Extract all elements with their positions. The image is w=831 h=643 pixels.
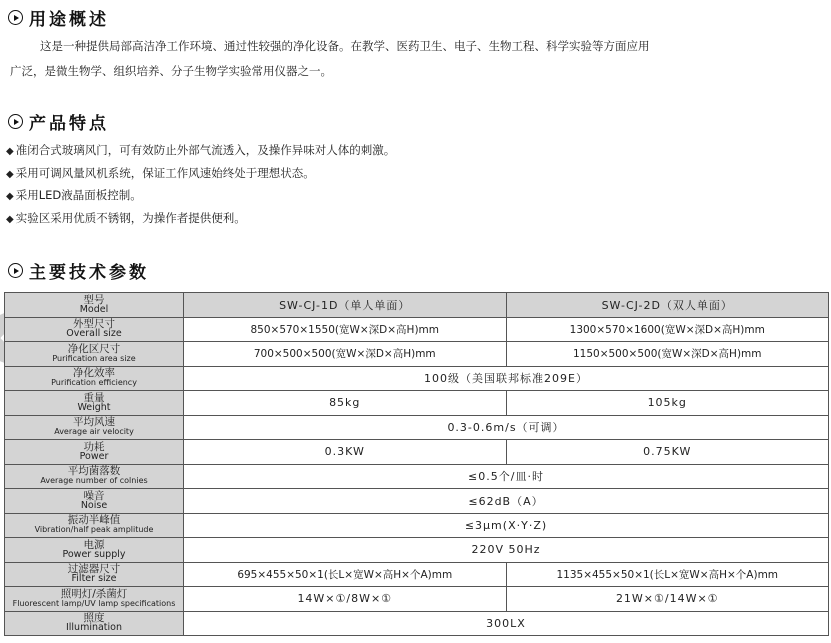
value-cell: ≤3μm(X·Y·Z) [184,513,829,538]
table-row [5,391,829,416]
value-cell: 0.3KW [184,440,507,465]
chevron-circle-icon [8,10,23,25]
table-row [5,317,829,342]
value-cell: 220V 50Hz [184,538,829,563]
usage-section-title [8,5,109,30]
chevron-circle-icon [8,114,23,129]
value-cell: 1135×455×50×1(长L×宽W×高H×个A)mm [506,562,829,587]
row-label: 平均风速 Average air velocity [5,415,184,440]
features-title-text: 产品特点 [29,114,109,134]
row-label: 净化区尺寸 Purification area size [5,342,184,367]
feature-item: ◆ 实验区采用优质不锈钢，为操作者提供便利。 [6,211,246,225]
row-label: 净化效率 Purification efficiency [5,366,184,391]
row-label: 振动半峰值 Vibration/half peak amplitude [5,513,184,538]
row-label: 功耗 Power [5,440,184,465]
value-cell: ≤62dB（A） [184,489,829,514]
value-cell: 1150×500×500(宽W×深D×高H)mm [506,342,829,367]
table-row [5,293,829,318]
diamond-bullet-icon: ◆ [6,169,14,180]
feature-item: ◆ 采用可调风量风机系统，保证工作风速始终处于理想状态。 [6,166,315,180]
table-row [5,611,829,636]
row-label: 平均菌落数 Average number of colnies [5,464,184,489]
table-row [5,538,829,563]
chevron-circle-icon [8,263,23,278]
table-row [5,440,829,465]
value-cell: 14W×①/8W×① [184,587,507,612]
value-cell: 100级（美国联邦标准209E） [184,366,829,391]
specs-title-text: 主要技术参数 [29,263,149,283]
row-label: 照明灯/杀菌灯 Fluorescent lamp/UV lamp specifications [5,587,184,612]
value-cell: 700×500×500(宽W×深D×高H)mm [184,342,507,367]
table-row [5,587,829,612]
value-cell: 105kg [506,391,829,416]
diamond-bullet-icon: ◆ [6,214,14,225]
value-cell: 0.3-0.6m/s（可调） [184,415,829,440]
usage-title-text: 用途概述 [29,10,109,30]
usage-line-2: 广泛，是微生物学、组织培养、分子生物学实验常用仪器之一。 [10,64,332,78]
value-cell: ≤0.5个/皿·时 [184,464,829,489]
feature-item: ◆ 准闭合式玻璃风门，可有效防止外部气流透入，及操作异味对人体的刺激。 [6,143,396,157]
row-label: 外型尺寸 Overall size [5,317,184,342]
specs-section-title [8,258,149,283]
feature-item: ◆ 采用LED液晶面板控制。 [6,188,142,202]
value-cell: 850×570×1550(宽W×深D×高H)mm [184,317,507,342]
model-2d-cell: SW-CJ-2D（双人单面） [506,293,829,318]
value-cell: 0.75KW [506,440,829,465]
spec-table [4,292,829,636]
table-row [5,415,829,440]
table-row [5,366,829,391]
value-cell: 695×455×50×1(长L×宽W×高H×个A)mm [184,562,507,587]
row-label: 照度 Illumination [5,611,184,636]
table-row [5,464,829,489]
table-row [5,489,829,514]
row-label: 噪音 Noise [5,489,184,514]
usage-line-1: 这是一种提供局部高洁净工作环境、通过性较强的净化设备。在教学、医药卫生、电子、生物工程、科学实验等方面应用 [40,39,650,53]
features-section-title [8,109,109,134]
diamond-bullet-icon: ◆ [6,146,14,157]
table-row [5,562,829,587]
table-row [5,342,829,367]
row-label: 重量 Weight [5,391,184,416]
value-cell: 1300×570×1600(宽W×深D×高H)mm [506,317,829,342]
value-cell: 300LX [184,611,829,636]
value-cell: 85kg [184,391,507,416]
diamond-bullet-icon: ◆ [6,191,14,202]
value-cell: 21W×①/14W×① [506,587,829,612]
model-1d-cell: SW-CJ-1D（单人单面） [184,293,507,318]
row-label: 过滤器尺寸 Filter size [5,562,184,587]
row-label: 型号 Model [5,293,184,318]
table-row [5,513,829,538]
row-label: 电源 Power supply [5,538,184,563]
